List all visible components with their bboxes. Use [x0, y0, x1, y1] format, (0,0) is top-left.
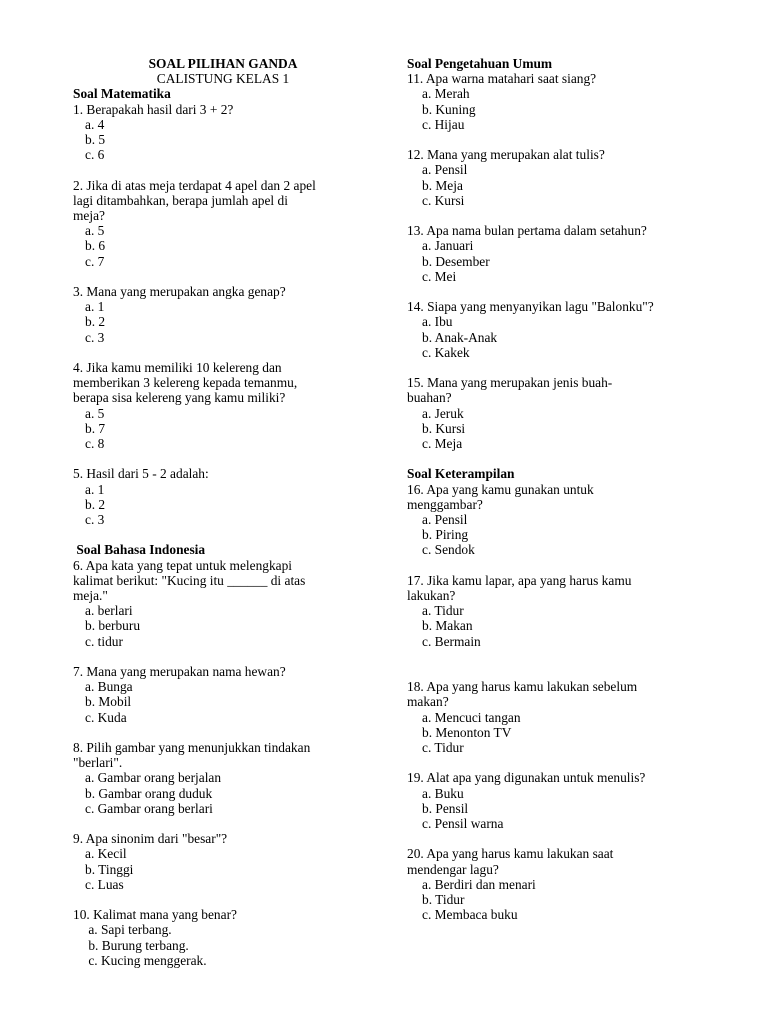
section-heading-pengetahuan-umum: Soal Pengetahuan Umum	[407, 56, 553, 71]
question-17	[407, 573, 707, 649]
answer-option: b. Tinggi	[85, 861, 134, 877]
question-text: 17. Jika kamu lapar, apa yang harus kamu	[407, 572, 632, 588]
answer-option: b. Kursi	[422, 420, 466, 436]
question-text: 5. Hasil dari 5 - 2 adalah:	[73, 466, 209, 482]
answer-option: c. Kuda	[85, 709, 127, 725]
answer-option: a. Mencuci tangan	[422, 709, 521, 725]
question-7	[73, 664, 373, 725]
answer-option: a. Kecil	[85, 846, 127, 862]
question-text: lagi ditambahkan, berapa jumlah apel di	[73, 192, 288, 208]
page-subtitle: CALISTUNG KELAS 1	[156, 71, 290, 87]
question-text: meja."	[73, 588, 108, 604]
question-19	[407, 770, 707, 831]
question-text: meja?	[73, 208, 105, 224]
answer-option: b. Menonton TV	[422, 724, 512, 740]
question-text: 7. Mana yang merupakan nama hewan?	[73, 664, 286, 680]
answer-option: a. Gambar orang berjalan	[85, 770, 222, 786]
question-text: 1. Berapakah hasil dari 3 + 2?	[73, 101, 234, 117]
answer-option: a. 1	[85, 481, 105, 497]
answer-option: b. Makan	[422, 618, 473, 634]
question-2	[73, 178, 373, 269]
answer-option: b. Gambar orang duduk	[85, 785, 213, 801]
answer-option: b. Piring	[422, 527, 469, 543]
answer-option: b. Tidur	[422, 892, 465, 908]
answer-option: b. 7	[85, 420, 106, 436]
answer-option: b. Desember	[422, 253, 490, 269]
question-group-keterampilan	[407, 482, 707, 923]
question-text: 8. Pilih gambar yang menunjukkan tindakan	[73, 740, 311, 756]
question-1	[73, 102, 373, 163]
answer-option: c. Sendok	[422, 542, 475, 558]
answer-option: c. Luas	[85, 876, 124, 892]
answer-option: c. tidur	[85, 633, 123, 649]
answer-option: a. berlari	[85, 603, 133, 619]
answer-option: a. 5	[85, 405, 105, 421]
question-text: 20. Apa yang harus kamu lakukan saat	[407, 846, 614, 862]
answer-option: a. 1	[85, 299, 105, 315]
answer-option: a. 5	[85, 223, 105, 239]
question-text: buahan?	[407, 390, 452, 406]
question-20	[407, 846, 707, 922]
question-text: 12. Mana yang merupakan alat tulis?	[407, 147, 605, 163]
question-text: makan?	[407, 694, 449, 710]
answer-option: a. Pensil	[422, 162, 468, 178]
question-12	[407, 147, 707, 208]
answer-option: c. Bermain	[422, 633, 481, 649]
question-text: 2. Jika di atas meja terdapat 4 apel dan 2 apel	[73, 177, 316, 193]
question-text: 19. Alat apa yang digunakan untuk menulis?	[407, 770, 646, 786]
question-text: 15. Mana yang merupakan jenis buah-	[407, 375, 613, 391]
answer-option: c. Gambar orang berlari	[85, 800, 213, 816]
question-9	[73, 831, 373, 892]
answer-option: a. Jeruk	[422, 405, 464, 421]
question-text: 10. Kalimat mana yang benar?	[73, 907, 237, 923]
question-text: "berlari".	[73, 755, 123, 771]
answer-option: b. berburu	[85, 618, 141, 634]
question-text: berapa sisa kelereng yang kamu miliki?	[73, 390, 286, 406]
question-text: lakukan?	[407, 588, 456, 604]
question-5	[73, 466, 373, 527]
question-text: 3. Mana yang merupakan angka genap?	[73, 284, 286, 300]
question-text: mendengar lagu?	[407, 861, 499, 877]
answer-option: c. Pensil warna	[422, 816, 504, 832]
answer-option: c. Kucing menggerak.	[85, 952, 207, 968]
question-18	[407, 679, 707, 755]
question-text: 16. Apa yang kamu gunakan untuk	[407, 481, 594, 497]
right-column	[407, 56, 707, 922]
answer-option: c. Mei	[422, 268, 457, 284]
question-15	[407, 375, 707, 451]
question-text: 18. Apa yang harus kamu lakukan sebelum	[407, 679, 638, 695]
answer-option: b. 6	[85, 238, 106, 254]
question-text: 13. Apa nama bulan pertama dalam setahun?	[407, 223, 647, 239]
question-4	[73, 360, 373, 451]
page-title: SOAL PILIHAN GANDA	[148, 56, 298, 71]
answer-option: a. 4	[85, 116, 105, 132]
answer-option: c. Kakek	[422, 344, 470, 360]
answer-option: b. Mobil	[85, 694, 132, 710]
answer-option: a. Bunga	[85, 679, 133, 695]
answer-option: c. 7	[85, 253, 105, 269]
answer-option: b. 5	[85, 132, 106, 148]
answer-option: c. Membaca buku	[422, 907, 518, 923]
section-heading-keterampilan: Soal Keterampilan	[407, 466, 515, 482]
answer-option: c. 3	[85, 512, 105, 528]
answer-option: a. Pensil	[422, 512, 468, 528]
question-text: 9. Apa sinonim dari "besar"?	[73, 831, 228, 847]
question-text: 6. Apa kata yang tepat untuk melengkapi	[73, 557, 293, 573]
question-3	[73, 284, 373, 345]
answer-option: a. Ibu	[422, 314, 453, 330]
answer-option: c. Tidur	[422, 740, 464, 756]
answer-option: c. Kursi	[422, 192, 465, 208]
section-heading-matematika: Soal Matematika	[73, 86, 171, 102]
answer-option: b. 2	[85, 314, 106, 330]
question-group-pengetahuan-umum	[407, 71, 707, 451]
question-text: kalimat berikut: "Kucing itu ______ di atas	[73, 572, 306, 588]
answer-option: a. Sapi terbang.	[85, 922, 172, 938]
question-10	[73, 907, 373, 968]
answer-option: b. 2	[85, 496, 106, 512]
question-16	[407, 482, 707, 558]
question-text: 14. Siapa yang menyanyikan lagu "Balonku"?	[407, 299, 654, 315]
answer-option: c. 6	[85, 147, 105, 163]
section-heading-bahasa-indonesia: Soal Bahasa Indonesia	[73, 542, 206, 558]
question-14	[407, 299, 707, 360]
question-13	[407, 223, 707, 284]
answer-option: b. Meja	[422, 177, 463, 193]
left-column	[73, 56, 373, 968]
question-text: 11. Apa warna matahari saat siang?	[407, 71, 597, 87]
answer-option: c. Meja	[422, 436, 463, 452]
answer-option: b. Anak-Anak	[422, 329, 498, 345]
question-11	[407, 71, 707, 132]
answer-option: a. Buku	[422, 785, 464, 801]
answer-option: b. Burung terbang.	[85, 937, 189, 953]
question-group-matematika	[73, 102, 373, 528]
answer-option: a. Tidur	[422, 603, 464, 619]
answer-option: c. Hijau	[422, 116, 465, 132]
answer-option: a. Merah	[422, 86, 470, 102]
answer-option: a. Januari	[422, 238, 474, 254]
answer-option: c. 3	[85, 329, 105, 345]
question-text: memberikan 3 kelereng kepada temanmu,	[73, 375, 298, 391]
question-group-bahasa-indonesia	[73, 558, 373, 968]
question-text: 4. Jika kamu memiliki 10 kelereng dan	[73, 360, 282, 376]
answer-option: b. Pensil	[422, 800, 469, 816]
answer-option: c. 8	[85, 436, 105, 452]
answer-option: b. Kuning	[422, 101, 476, 117]
question-text: menggambar?	[407, 496, 483, 512]
answer-option: a. Berdiri dan menari	[422, 876, 536, 892]
question-6	[73, 558, 373, 649]
question-8	[73, 740, 373, 816]
